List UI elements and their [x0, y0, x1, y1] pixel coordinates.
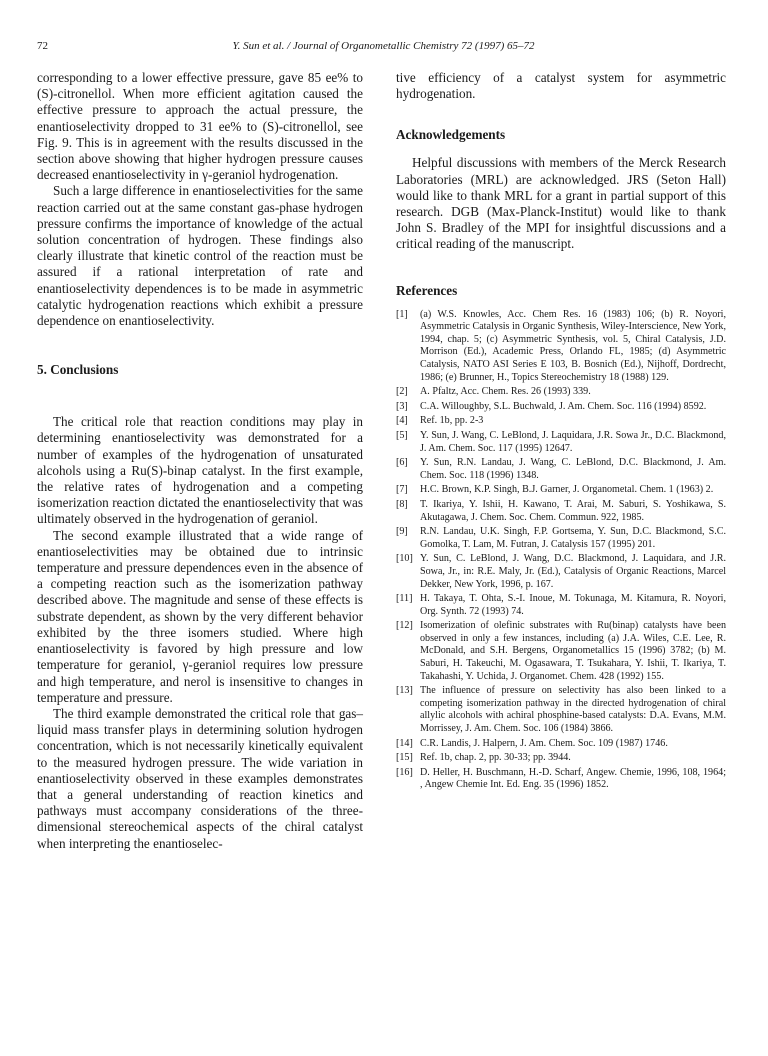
reference-text: H. Takaya, T. Ohta, S.-I. Inoue, M. Tokunaga, M. Kitamura, R. Noyori, Org. Synth. 72 (1993) 74. — [420, 593, 726, 617]
reference-number: [3] — [396, 400, 408, 412]
reference-item — [396, 738, 726, 751]
paragraph-continued: tive efficiency of a catalyst system for asymmetric hydrogenation. — [396, 70, 726, 102]
reference-number: [7] — [396, 484, 408, 496]
reference-text: Isomerization of olefinic substrates with Ru(binap) catalysts have been observed in only a few instances, including (a) J.A. Wiles, C.E. Lee, R. McDonald, and S.H. Bergens, Organometallics 15 (1996) 3782; (b) M. Saburi, H. Takeuchi, M. Ogasawara, T. Tsukahara, Y. Ishii, T. Ikariya, T. Takahashi, Y. Uchida, J. Organomet. Chem. 428 (1992) 155. — [420, 620, 726, 682]
reference-text: Ref. 1b, pp. 2-3 — [420, 415, 484, 427]
reference-number: [1] — [396, 308, 408, 320]
reference-number: [2] — [396, 386, 408, 398]
reference-item — [396, 620, 726, 683]
reference-text: (a) W.S. Knowles, Acc. Chem Res. 16 (1983) 106; (b) R. Noyori, Asymmetric Catalysis in Organic Synthesis, Wiley-Interscience, New York, 1994, chap. 5; (c) Asymmetric Synthesis, vol. 5, Chiral Catalysis, J.D. Morrison (Ed.), Academic Press, Orlando FL, 1985; (d) Asymmetric Catalysis, NATO ASI Series E 103, B. Bosnich (Ed.), Nijhoff, Dordrecht, 1986; (e) Brunner, H., Topics Stereochemistry 18 (1988) 129. — [420, 308, 726, 383]
reference-number: [12] — [396, 620, 413, 632]
reference-list — [396, 309, 726, 792]
page-header — [37, 40, 730, 56]
reference-item — [396, 484, 726, 497]
reference-text: The influence of pressure on selectivity has also been linked to a competing isomerization pathway in the directed hydrogenation of chiral allylic alcohols with achiral phosphine-based catalysts: D.A. Evans, M.M. Morrissey, J. Am. Chem. Soc. 106 (1984) 3866. — [420, 685, 726, 735]
left-column — [37, 70, 363, 852]
reference-item — [396, 752, 726, 765]
reference-text: C.R. Landis, J. Halpern, J. Am. Chem. Soc. 109 (1987) 1746. — [420, 737, 668, 749]
reference-text: C.A. Willoughby, S.L. Buchwald, J. Am. Chem. Soc. 116 (1994) 8592. — [420, 400, 707, 412]
page-number: 72 — [37, 40, 48, 52]
reference-number: [5] — [396, 429, 408, 441]
paragraph: The critical role that reaction conditions may play in determining enantioselectivity was demonstrated for a number of examples of the hydrogenation of unsaturated alcohols using a Ru(S)-binap catalyst. In the first example, the relative rates of hydrogenation and a competing isomerization reaction dictated the enantioselectivity that was ultimately observed in the hydrogenation of geraniol. — [37, 414, 363, 527]
reference-item — [396, 553, 726, 591]
section-heading-acknowledgements: Acknowledgements — [396, 127, 506, 143]
reference-item — [396, 685, 726, 735]
acknowledgements-text: Helpful discussions with members of the Merck Research Laboratories (MRL) are acknowledged. JRS (Seton Hall) would like to thank MRL for a grant in partial support of this research. DGB (Max-Planck-Institut) would like to thank John S. Bradley of the MPI for insightful discussions and a critical reading of the manuscript. — [396, 155, 726, 252]
reference-item — [396, 430, 726, 455]
reference-text: Y. Sun, C. LeBlond, J. Wang, D.C. Blackmond, J. Laquidara, and J.R. Sowa, Jr., in: R.E. Maly, Jr. (Ed.), Catalysis of Organic Reactions, Marcel Dekker, New York, 1996, p. 167. — [420, 553, 726, 590]
reference-text: Ref. 1b, chap. 2, pp. 30-33; pp. 3944. — [420, 752, 571, 764]
reference-number: [8] — [396, 498, 408, 510]
reference-text: T. Ikariya, Y. Ishii, H. Kawano, T. Arai, M. Saburi, S. Yoshikawa, S. Akutagawa, J. Chem. Soc. Chem. Commun. 922, 1985. — [420, 498, 726, 523]
reference-item — [396, 386, 726, 399]
reference-text: Y. Sun, J. Wang, C. LeBlond, J. Laquidara, J.R. Sowa Jr., D.C. Blackmond, J. Am. Chem. Soc. 117 (1995) 12647. — [420, 429, 726, 454]
reference-item — [396, 526, 726, 551]
reference-item — [396, 767, 726, 792]
paragraph: The third example demonstrated the critical role that gas–liquid mass transfer plays in determining solution hydrogen concentration, which is not necessarily kinetically equivalent to the measured hydrogen pressure. The wide variation in enantioselectivity observed in these examples demonstrates that a general understanding of reaction kinetics and pathways must accompany considerations of the three-dimensional stereochemical aspects of the chiral catalyst when interpreting the enantioselec- — [37, 705, 363, 851]
reference-number: [15] — [396, 752, 413, 764]
running-title: Y. Sun et al. / Journal of Organometallic Chemistry 72 (1997) 65–72 — [232, 40, 535, 52]
reference-number: [4] — [396, 415, 408, 427]
reference-number: [14] — [396, 737, 413, 749]
reference-text: D. Heller, H. Buschmann, H.-D. Scharf, Angew. Chemie, 1996, 108, 1964; , Angew Chemie Int. Ed. Eng. 35 (1996) 1852. — [420, 766, 726, 791]
right-column — [396, 70, 726, 794]
reference-item — [396, 499, 726, 524]
paragraph: Such a large difference in enantioselectivities for the same reaction carried out at the same constant gas-phase hydrogen pressure confirms the importance of knowledge of the actual solution concentration of hydrogen. These findings also clearly illustrate that kinetic control of the reaction must be assured if a rational interpretation of rate and enantioselectivity dependences is to be made in asymmetric catalytic hydrogenation reactions which exhibit a pressure dependence on enantioselectivity. — [37, 183, 363, 329]
reference-text: H.C. Brown, K.P. Singh, B.J. Garner, J. Organometal. Chem. 1 (1963) 2. — [420, 484, 714, 496]
section-heading-conclusions: 5. Conclusions — [37, 362, 119, 378]
reference-number: [13] — [396, 685, 413, 697]
reference-number: [11] — [396, 593, 413, 605]
reference-item — [396, 457, 726, 482]
reference-number: [16] — [396, 766, 413, 778]
reference-text: A. Pfaltz, Acc. Chem. Res. 26 (1993) 339. — [420, 386, 591, 398]
reference-item — [396, 401, 726, 414]
section-heading-references: References — [396, 282, 458, 298]
reference-number: [6] — [396, 457, 408, 469]
reference-text: Y. Sun, R.N. Landau, J. Wang, C. LeBlond, D.C. Blackmond, J. Am. Chem. Soc. 118 (1996) 1348. — [420, 457, 726, 481]
reference-item — [396, 593, 726, 618]
reference-number: [9] — [396, 526, 408, 538]
reference-text: R.N. Landau, U.K. Singh, F.P. Gortsema, Y. Sun, D.C. Blackmond, S.C. Gomolka, T. Lam, M. Futran, J. Catalysis 157 (1995) 201. — [420, 526, 726, 550]
paragraph: The second example illustrated that a wide range of enantioselectivities may be obtained due to intrinsic temperature and pressure dependences even in the absence of a competing reaction such as the isomerization pathway described above. The magnitude and sense of these effects is substrate dependent, as shown by the very different behavior exhibited by the three isomers studied. Where high enantioselectivity is favored by high pressure and low temperature for geraniol, γ-geraniol requires low pressure and high temperature, and nerol is insensitive to changes in temperature and pressure. — [37, 527, 363, 705]
reference-number: [10] — [396, 553, 413, 565]
paragraph-continued: corresponding to a lower effective pressure, gave 85 ee% to (S)-citronellol. When more efficient agitation caused the effective pressure to approach the actual pressure, the enantioselectivity dropped to 31 ee% to (S)-citronellol, see Fig. 9. This is in agreement with the results discussed in the section above showing that higher hydrogen pressure causes decreased enantioselectivity in γ-geraniol hydrogenation. — [37, 70, 363, 183]
reference-item — [396, 309, 726, 385]
reference-item — [396, 415, 726, 428]
